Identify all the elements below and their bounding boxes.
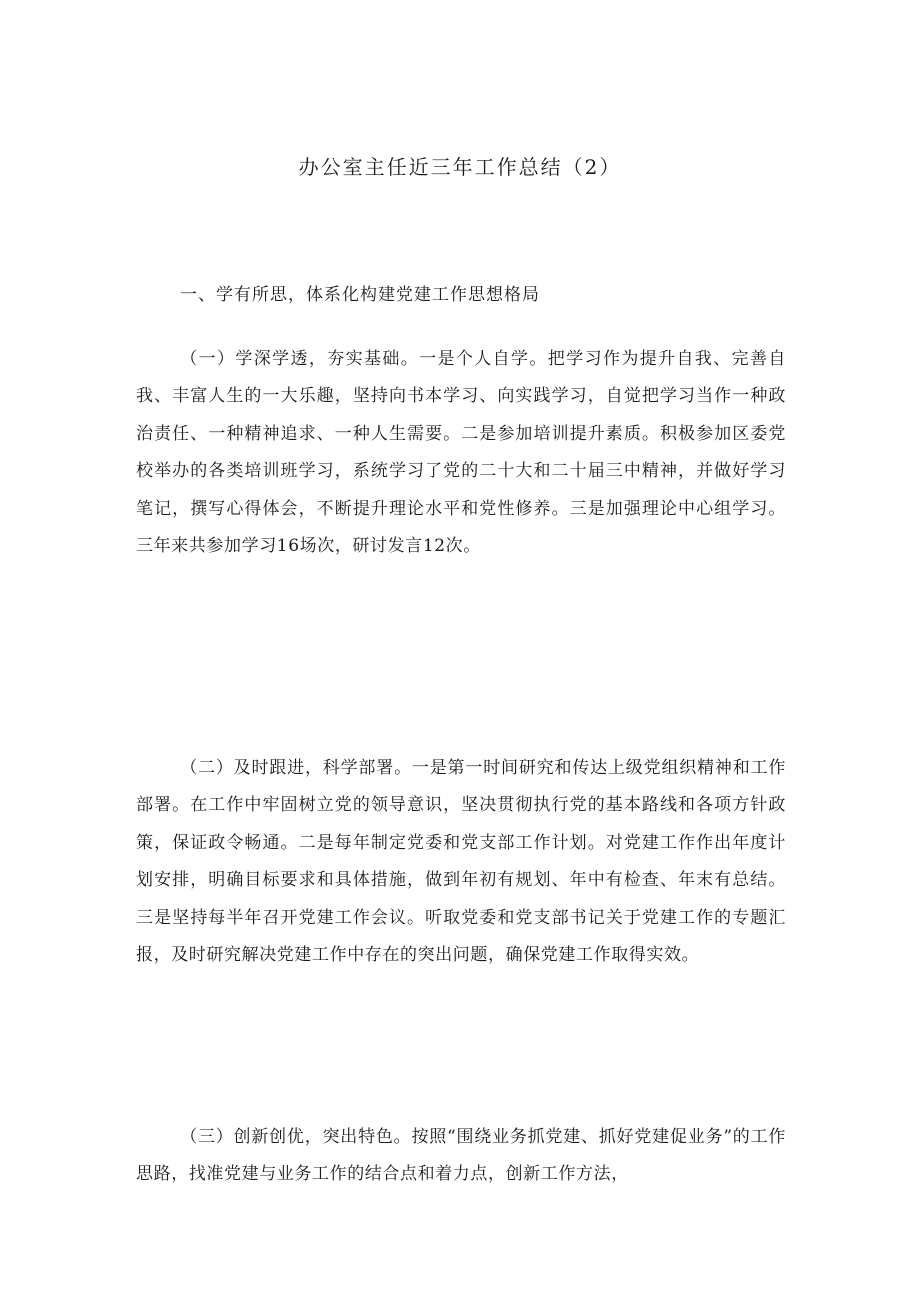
document-title: 办公室主任近三年工作总结（2） — [298, 155, 622, 179]
section-heading: 一、学有所思，体系化构建党建工作思想格局 — [180, 285, 540, 305]
paragraph-study: （一）学深学透，夯实基础。一是个人自学。把学习作为提升自我、完善自我、丰富人生的一大乐趣，坚持向书本学习、向实践学习，自觉把学习当作一种政治责任、一种精神追求、一种人生需要。二是参加培训提升素质。积极参加区委党校举办的各类培训班学习，系统学习了党的二十大和二十届三中精神，并做好学习笔记，撰写心得体会，不断提升理论水平和党性修养。三是加强理论中心组学习。三年来共参加学习16场次，研讨发言12次。 — [136, 349, 786, 557]
paragraph-deployment: （二）及时跟进，科学部署。一是第一时间研究和传达上级党组织精神和工作部署。在工作中牢固树立党的领导意识，坚决贯彻执行党的基本路线和各项方针政策，保证政令畅通。二是每年制定党委和党支部工作计划。对党建工作作出年度计划安排，明确目标要求和具体措施，做到年初有规划、年中有检查、年末有总结。三是坚持每半年召开党建工作会议。听取党委和党支部书记关于党建工作的专题汇报，及时研究解决党建工作中存在的突出问题，确保党建工作取得实效。 — [136, 758, 786, 966]
paragraph-innovation: （三）创新创优，突出特色。按照“围绕业务抓党建、抓好党建促业务”的工作思路，找准党建与业务工作的结合点和着力点，创新工作方法， — [136, 1127, 786, 1185]
